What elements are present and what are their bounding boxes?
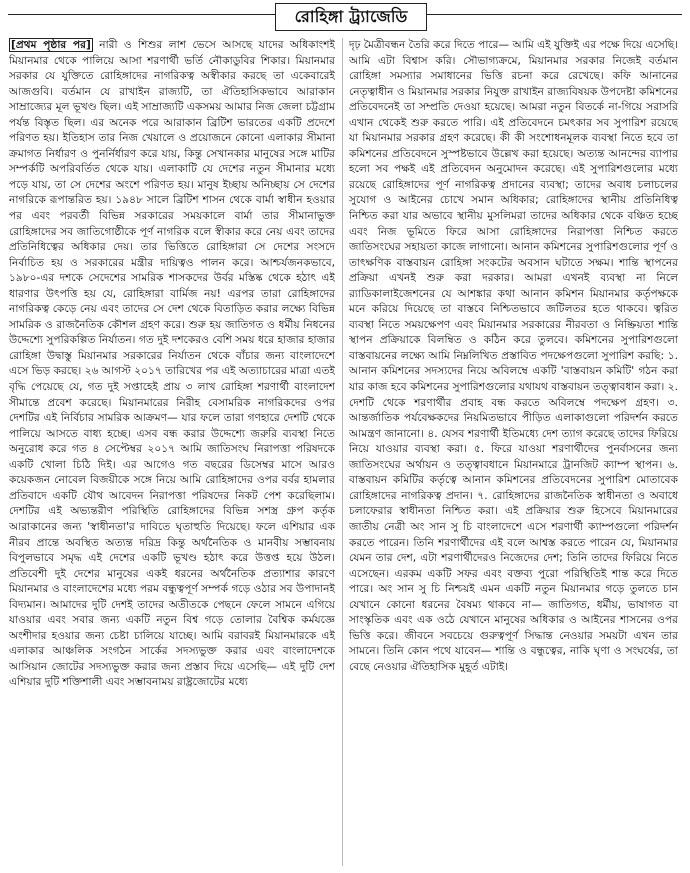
article-body-right: দৃঢ় মৈত্রীবন্ধন তৈরি করে দিতে পারে— আমি এই যুক্তিই এর পক্ষে দিয়ে এসেছি। আমি এটা বিশ্বাস করি। সৌভাগ্যক্রমে, মিয়ানমার সরকার নিজেই বর্তমান রোহিঙ্গা সমস্যার সমাধানের ভিত্তি রচনা করে রেখেছে। কফি আনানের নেতৃত্বাধীন ও মিয়ানমার সরকার নিযুক্ত রাখাইন রাজ্যবিষয়ক উপদেষ্টা কমিশনের প্রতিবেদনেই তা সম্প্রতি দেওয়া হয়েছে। আমরা নতুন বিতর্কে না-গিয়ে সরাসরি এখান থেকেই শুরু করতে পারি। এই প্রতিবেদনে চমৎকার সব সুপারিশ রয়েছে যা মিয়ানমার সরকার গ্রহণ করেছে। কী কী সংশোধনমূলক ব্যবস্থা নিতে হবে তা কমিশনের প্রতিবেদনে সুস্পষ্টভাবে উল্লেখ করা হয়েছে। অত্যন্ত আনন্দের ব্যাপার হলো সব পক্ষই এই প্রতিবেদন অনুমোদন করেছে। এই সুপারিশগুলোর মধ্যে রয়েছে রোহিঙ্গাদের পূর্ণ নাগরিকত্ব প্রদানের ব্যবস্থা; তাদের অবাধ চলাচলের সুযোগ ও আইনের চোখে সমান অধিকার; রোহিঙ্গাদের স্থানীয় প্রতিনিধিত্ব নিশ্চিত করা যার অভাবে স্থানীয় মুসলিমরা তাদের অধিকার থেকে বঞ্চিত হচ্ছে এবং নিজ ভূমিতে ফিরে আসা রোহিঙ্গাদের নিরাপত্তা নিশ্চিত করতে জাতিসংঘের সহায়তা কাজে লাগানো। আনান কমিশনের সুপারিশগুলোর পূর্ণ ও তাৎক্ষণিক বাস্তবায়ন রোহিঙ্গা সংকটের অবসান ঘটাতে সক্ষম। শান্তি স্থাপনের প্রক্রিয়া এখনই শুরু করা দরকার। আমরা এখনই ব্যবস্থা না নিলে র‍্যাডিকালাইজেশনের যে আশঙ্কার কথা আনান কমিশন মিয়ানমার কর্তৃপক্ষকে মনে করিয়ে দিয়েছে তা বাস্তবে নিশ্চিতভাবে জটিলতর হতে থাকবে। ত্বরিত ব্যবস্থা নিতে সময়ক্ষেপণ এবং মিয়ানমার সরকারের নীরবতা ও নিষ্ক্রিয়তা শান্তি স্থাপন প্রক্রিয়াকে বিলম্বিত ও কঠিন করে তুলবে। কমিশনের সুপারিশগুলো বাস্তবায়নের লক্ষ্যে আমি নিম্নলিখিত প্রস্তাবিত পদক্ষেপগুলো সুপারিশ করছি: ১. আনান কমিশনের সদস্যদের নিয়ে অবিলম্বে একটি 'বাস্তবায়ন কমিটি' গঠন করা যার কাজ হবে কমিশনের সুপারিশগুলোর যথাযথ বাস্তবায়ন তত্ত্বাবধান করা। ২. দেশটি থেকে শরণার্থীর প্রবাহ বন্ধ করতে অবিলম্বে পদক্ষেপ গ্রহণ। ৩. আন্তর্জাতিক পর্যবেক্ষকদের নিয়মিতভাবে পীড়িত এলাকাগুলো পরিদর্শন করতে আমন্ত্রণ জানানো। ৪. যেসব শরণার্থী ইতিমধ্যে দেশ ত্যাগ করেছে তাদের ফিরিয়ে নিয়ে যাওয়ার ব্যবস্থা করা। ৫. ফিরে যাওয়া শরণার্থীদের পুনর্বাসনের জন্য জাতিসংঘের অর্থায়ন ও তত্ত্বাবধানে মিয়ানমারে ট্রানজিট ক্যাম্প স্থাপন। ৬. বাস্তবায়ন কমিটির কর্তৃত্বে আনান কমিশনের প্রতিবেদনের সুপারিশ মোতাবেক রোহিঙ্গাদের নাগরিকত্ব প্রদান। ৭. রোহিঙ্গাদের রাজনৈতিক স্বাধীনতা ও অবাধে চলাফেরার স্বাধীনতা নিশ্চিত করা। এই প্রক্রিয়ার শুরু হিসেবে মিয়ানমারের জাতীয় নেত্রী অং সান সু চি বাংলাদেশে এসে শরণার্থী ক্যাম্পগুলো পরিদর্শন করতে পারেন। তিনি শরণার্থীদের এই বলে আশ্বস্ত করতে পারেন যে, মিয়ানমার যেমন তার দেশ, এটা শরণার্থীদেরও নিজেদের দেশ; তিনি তাদের ফিরিয়ে নিতে এসেছেন। এরকম একটি সফর এবং বক্তব্য পুরো পরিস্থিতিই শান্ত করে দিতে পারে। অং সান সু চি নিশ্চয়ই এমন একটি নতুন মিয়ানমার গড়ে তুলতে চান যেখানে কোনো ধরনের বৈষম্য থাকবে না— জাতিগত, ধর্মীয়, ভাষাগত বা সাংস্কৃতিক এবং এক ওঠে যেখানে মানুষের অধিকার ও আইনের শাসনের ওপর ভিত্তি করে। জীবনে সবচেয়ে গুরুত্বপূর্ণ সিদ্ধান্ত নেওয়ার সময়টা এখন তার সামনে। তিনি কোন পথে যাবেন— শান্তি ও বন্ধুত্বের, নাকি ঘৃণা ও সংঘর্ষের, তা বেছে নেওয়ার ঐতিহাসিক মুহূর্ত এটাই। [349, 39, 678, 673]
article-body-left: নারী ও শিশুর লাশ ভেসে আসছে যাদের অধিকাংশই মিয়ানমার থেকে পালিয়ে আসা শরণার্থী ভর্তি নৌকাডুবির শিকার। মিয়ানমার সরকার যে যুক্তিতে রোহিঙ্গাদের নাগরিকত্ব অস্বীকার করছে তা একেবারেই আজগুবি। বর্তমান যে রাখাইন রাজ্যটি, তা ঐতিহাসিকভাবে আরাকান সাম্রাজ্যের মূল ভূখণ্ড ছিল। এই সাম্রাজ্যটি একসময় আমার নিজ জেলা চট্টগ্রাম পর্যন্ত বিস্তৃত ছিল। এর অনেক পরে আরাকান ব্রিটিশ ভারতের একটি প্রদেশে পরিণত হয়। ইতিহাস তার নিজ খেয়ালে ও প্রয়োজনে কোনো এলাকার সীমানা ক্রমাগত নির্ধারণ ও পুনর্নির্ধারণ করে যায়, কিন্তু সেখানকার মানুষের সঙ্গে মাটির সম্পর্কটি অপরিবর্তিত থেকে যায়। এলাকাটি যে দেশের নতুন সীমানার মধ্যে পড়ে যায়, তা সে দেশের অংশে পরিণত হয়। মানুষ ইচ্ছায় অনিচ্ছায় সে দেশের নাগরিকে রূপান্তরিত হয়। ১৯৪৮ সালে ব্রিটিশ শাসন থেকে বার্মা স্বাধীন হওয়ার পর এবং পরবর্তী বিভিন্ন সরকারের সময়কালে বার্মা তার সীমানাভুক্ত রোহিঙ্গাদের সব জাতিগোষ্ঠীকে পূর্ণ নাগরিক বলে স্বীকার করে নেয় এবং তাদের প্রতিনিধিত্বের অধিকার দেয়। তার ভিত্তিতে রোহিঙ্গারা সে দেশের সংসদে নির্বাচিত হয় ও সরকারের মন্ত্রীর দায়িত্বও পালন করে। আশ্চর্যজনকভাবে, ১৯৮০-এর দশকে সেদেশের সামরিক শাসকদের উর্বর মস্তিষ্ক থেকে হঠাৎ এই ধারণার উৎপত্তি হয় যে, রোহিঙ্গারা বার্মিজ নয়! এরপর তারা রোহিঙ্গাদের নাগরিকত্ব কেড়ে নেয় এবং তাদের সে দেশ থেকে বিতাড়িত করার লক্ষ্যে বিভিন্ন সামরিক ও রাজনৈতিক কৌশল গ্রহণ করে। শুরু হয় জাতিগত ও ধর্মীয় নিধনের উদ্দেশ্যে সুপরিকল্পিত নির্যাতন। গত দুই দশকেরও বেশি সময় ধরে হাজার হাজার রোহিঙ্গা উদ্বাস্তু মিয়ানমার সরকারের নির্যাতন থেকে বাঁচার জন্য বাংলাদেশে এসে ভিড় করছে। ২৬ আগস্ট ২০১৭ তারিখের পর এই অত্যাচারের মাত্রা এতই বৃদ্ধি পেয়েছে যে, গত দুই সপ্তাহেই প্রায় ৩ লাখ রোহিঙ্গা শরণার্থী বাংলাদেশ সীমান্তে প্রবেশ করেছে। মিয়ানমারের নিরীহ বেসামরিক নাগরিকদের ওপর দেশটির এই নির্বিচার সামরিক আক্রমণ— যার ফলে তারা গণহারে দেশটি থেকে পালিয়ে আসতে বাধ্য হচ্ছে। এসব বন্ধ করার উদ্দেশ্যে জরুরি ব্যবস্থা নিতে অনুরোধ করে গত ৪ সেপ্টেম্বর ২০১৭ আমি জাতিসংঘ নিরাপত্তা পরিষদকে একটি খোলা চিঠি দিই। এর আগেও গত বছরের ডিসেম্বর মাসে আরও কয়েকজন নোবেল বিজয়ীকে সঙ্গে নিয়ে আমি রোহিঙ্গাদের ওপর বর্বর হামলার প্রতিবাদে একটি যৌথ আবেদন নিরাপত্তা পরিষদের নিকট পেশ করেছিলাম। দেশটির এই অভ্যন্তরীণ পরিস্থিতি রোহিঙ্গাদের বিভিন্ন সশস্ত্র গ্রুপ কর্তৃক আরাকানের জন্য 'স্বাধীনতা'র দাবিতে ঘৃতাহুতি দিয়েছে। ফলে এশিয়ার এক নীরব প্রান্তে অবস্থিত অত্যন্ত দরিদ্র কিন্তু অর্থনৈতিক ও মানবীয় সম্ভাবনায় বিপুলভাবে সমৃদ্ধ এই দেশের একটি ভূখণ্ড হঠাৎ করে উত্তপ্ত হয়ে উঠল। প্রতিবেশী দুই দেশের মানুষের একই ধরনের অর্থনৈতিক প্রত্যাশার কারণে মিয়ানমার ও বাংলাদেশের মধ্যে পরম বন্ধুত্বপূর্ণ সম্পর্ক গড়ে ওঠার সব উপাদানই বিদ্যমান। আমাদের দুটি দেশই তাদের অতীতকে পেছনে ফেলে সামনে এগিয়ে যাওয়ার এবং সবার জন্য একটি নতুন বিশ্ব গড়ে তোলার বৈশ্বিক কর্মযজ্ঞে অংশীদার হওয়ার জন্য চেষ্টা চালিয়ে যাচ্ছে। আমি বরাবরই মিয়ানমারকে এই এলাকার আঞ্চলিক সংগঠন সার্কের সদস্যভুক্ত করার এবং বাংলাদেশকে আসিয়ান জোটের সদস্যভুক্ত করার জন্য প্রস্তাব দিয়ে এসেছি— এই দুটি দেশ এশিয়ার দুটি শক্তিশালী এবং সম্ভাবনাময় রাষ্ট্রজোটের মধ্যে [9, 39, 335, 689]
article-title-box [275, 3, 427, 31]
article-column-right [349, 38, 678, 866]
article-title: রোহিঙ্গা ট্র্যাজেডি [294, 6, 408, 26]
continued-from-label: [প্রথম পৃষ্ঠার পর] [11, 39, 91, 51]
column-divider [342, 38, 343, 866]
article-paragraph-left [9, 38, 335, 691]
article-column-left [9, 38, 335, 866]
article-paragraph-right [349, 38, 678, 675]
